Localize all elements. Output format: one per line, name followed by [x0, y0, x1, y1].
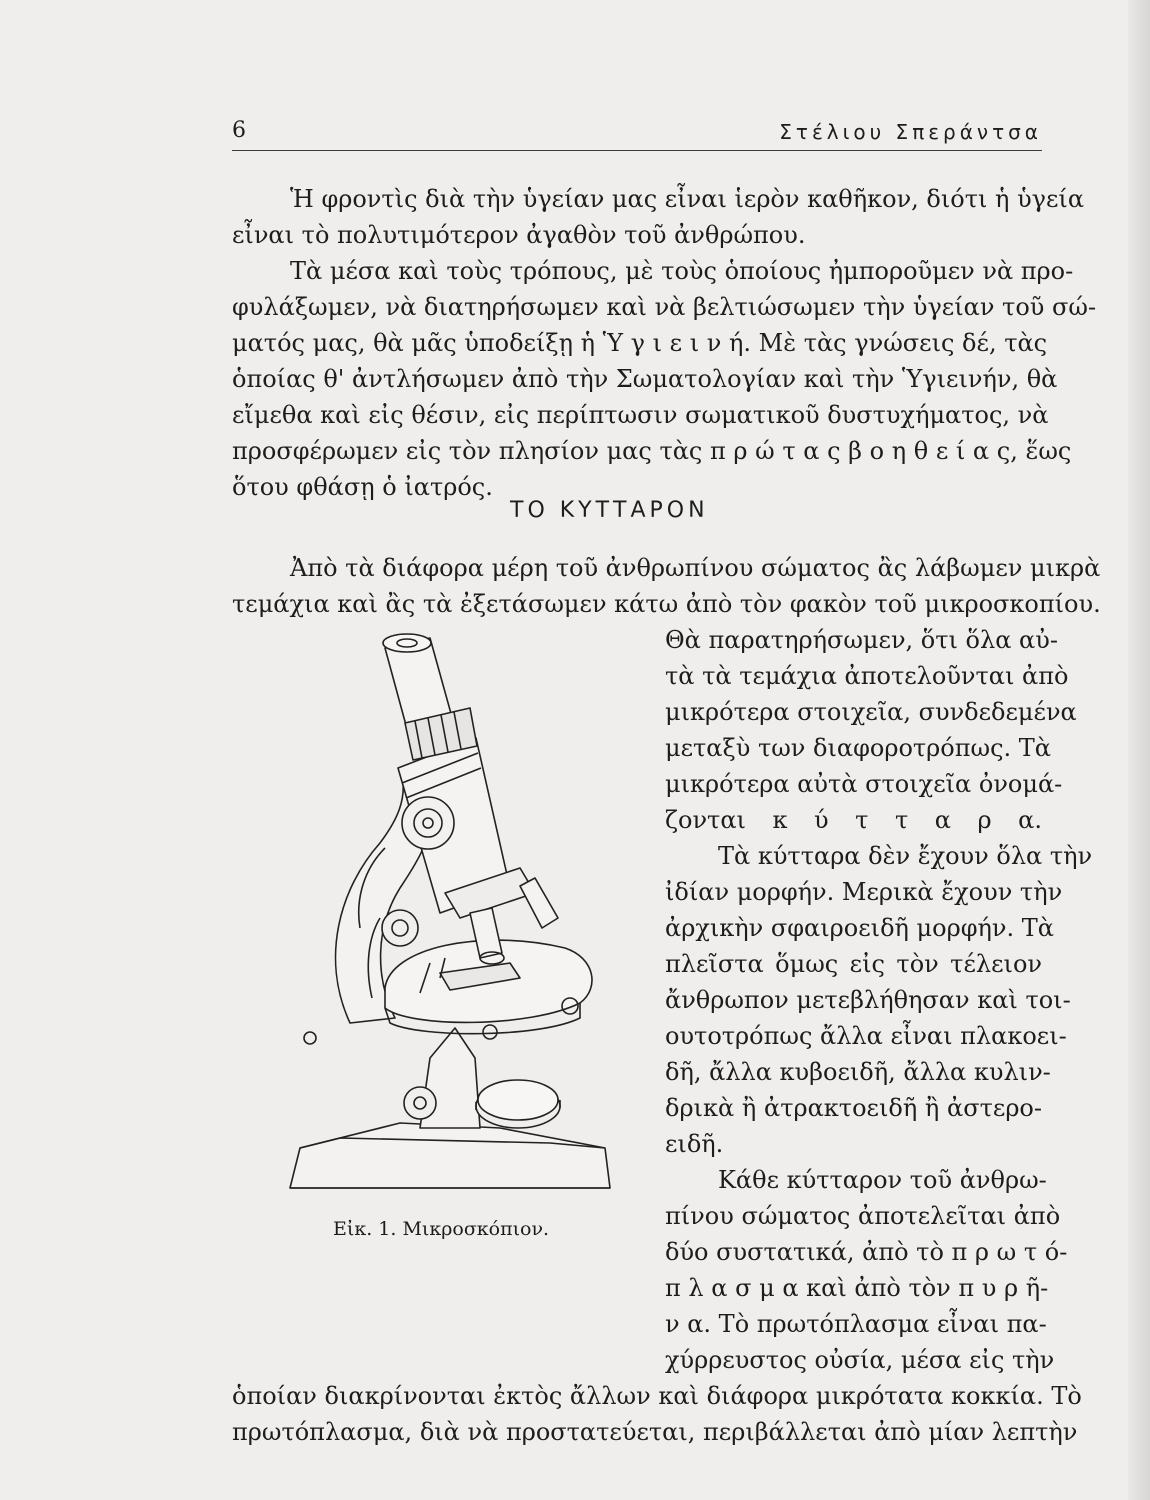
text-line: δρικὰ ἢ ἀτρακτοειδῆ ἢ ἀστερο-	[665, 1094, 1042, 1122]
text-line: χύρρευστος οὐσία, μέσα εἰς τὴν	[665, 1346, 1055, 1374]
text-line: εἴμεθα καὶ εἰς θέσιν, εἰς περίπτωσιν σωματικοῦ δυστυχήματος, νὰ	[232, 401, 1049, 429]
text-line: ματός μας, θὰ μᾶς ὑποδείξῃ ἡ Ὑ γ ι ε ι ν ή. Μὲ τὰς γνώσεις δέ, τὰς	[232, 329, 1048, 357]
text-line: ειδῆ.	[665, 1130, 724, 1158]
page-number: 6	[232, 118, 246, 143]
text-line: Κάθε κύτταρον τοῦ ἀνθρω-	[718, 1166, 1047, 1194]
text-line: ουτοτρόπως ἄλλα εἶναι πλακοει-	[665, 1022, 1067, 1050]
microscope-illustration	[280, 628, 625, 1208]
text-line: εἶναι τὸ πολυτιμότερον ἀγαθὸν τοῦ ἀνθρώπου.	[232, 221, 806, 249]
text-line: Τὰ κύτταρα δὲν ἔχουν ὅλα τὴν	[718, 842, 1093, 870]
text-line: Θὰ παρατηρήσωμεν, ὅτι ὅλα αὐ-	[665, 626, 1058, 654]
text-line: δύο συστατικά, ἀπὸ τὸ π ρ ω τ ό-	[665, 1238, 1068, 1266]
text-line: προσφέρωμεν εἰς τὸν πλησίον μας τὰς π ρ ώ τ α ς β ο η θ ε ί α ς, ἕως	[232, 437, 1072, 465]
text-line: ἄνθρωπον μετεβλήθησαν καὶ τοι-	[665, 986, 1071, 1014]
text-line: τὰ τὰ τεμάχια ἀποτελοῦνται ἀπὸ	[665, 662, 1069, 690]
text-line: μεταξὺ των διαφοροτρόπως. Τὰ	[665, 734, 1051, 762]
text-line: μικρότερα στοιχεῖα, συνδεδεμένα	[665, 698, 1077, 726]
text-line: Ἀπὸ τὰ διάφορα μέρη τοῦ ἀνθρωπίνου σώματος ἂς λάβωμεν μικρὰ	[290, 554, 1101, 582]
text-line: δῆ, ἄλλα κυβοειδῆ, ἄλλα κυλιν-	[665, 1058, 1051, 1086]
text-line: π λ α σ μ α καὶ ἀπὸ τὸν π υ ρ ῆ-	[665, 1274, 1049, 1302]
text-line: ἰδίαν μορφήν. Μερικὰ ἔχουν τὴν	[665, 878, 1063, 906]
page-edge-shadow	[1128, 0, 1150, 1500]
text-line: Ἡ φροντὶς διὰ τὴν ὑγείαν μας εἶναι ἱερὸν καθῆκον, διότι ἡ ὑγεία	[290, 185, 1085, 213]
text-line: πίνου σώματος ἀποτελεῖται ἀπὸ	[665, 1202, 1061, 1230]
text-line: πρωτόπλασμα, διὰ νὰ προστατεύεται, περιβάλλεται ἀπὸ μίαν λεπτὴν	[232, 1418, 1078, 1446]
text-line: ὅτου φθάσῃ ὁ ἰατρός.	[232, 473, 493, 501]
section-title: ΤΟ ΚΥΤΤΑΡΟΝ	[510, 498, 709, 523]
text-line: τεμάχια καὶ ἂς τὰ ἐξετάσωμεν κάτω ἀπὸ τὸν φακὸν τοῦ μικροσκοπίου.	[232, 590, 1101, 618]
text-line: ὁποίας θ' ἀντλήσωμεν ἀπὸ τὴν Σωματολογίαν καὶ τὴν Ὑγιεινήν, θὰ	[232, 365, 1058, 393]
text-line: πλεῖστα ὅμως εἰς τὸν τέλειον	[665, 950, 1042, 978]
text-line: μικρότερα αὐτὰ στοιχεῖα ὀνομά-	[665, 770, 1063, 798]
page-header	[232, 118, 1042, 151]
text-line: ἀρχικὴν σφαιροειδῆ μορφήν. Τὰ	[665, 914, 1054, 942]
text-line: Τὰ μέσα καὶ τοὺς τρόπους, μὲ τοὺς ὁποίους ἠμποροῦμεν νὰ προ-	[290, 257, 1074, 285]
text-line: ὁποίαν διακρίνονται ἐκτὸς ἄλλων καὶ διάφορα μικρότατα κοκκία. Τὸ	[232, 1382, 1082, 1410]
text-line: ζονται κ ύ τ τ α ρ α.	[665, 806, 1042, 834]
running-head: Στέλιου Σπεράντσα	[779, 120, 1042, 144]
text-line: φυλάξωμεν, νὰ διατηρήσωμεν καὶ νὰ βελτιώσωμεν τὴν ὑγείαν τοῦ σώ-	[232, 293, 1097, 321]
figure-caption: Εἰκ. 1. Μικροσκόπιον.	[333, 1218, 550, 1240]
text-line: ν α. Τὸ πρωτόπλασμα εἶναι πα-	[665, 1310, 1047, 1338]
